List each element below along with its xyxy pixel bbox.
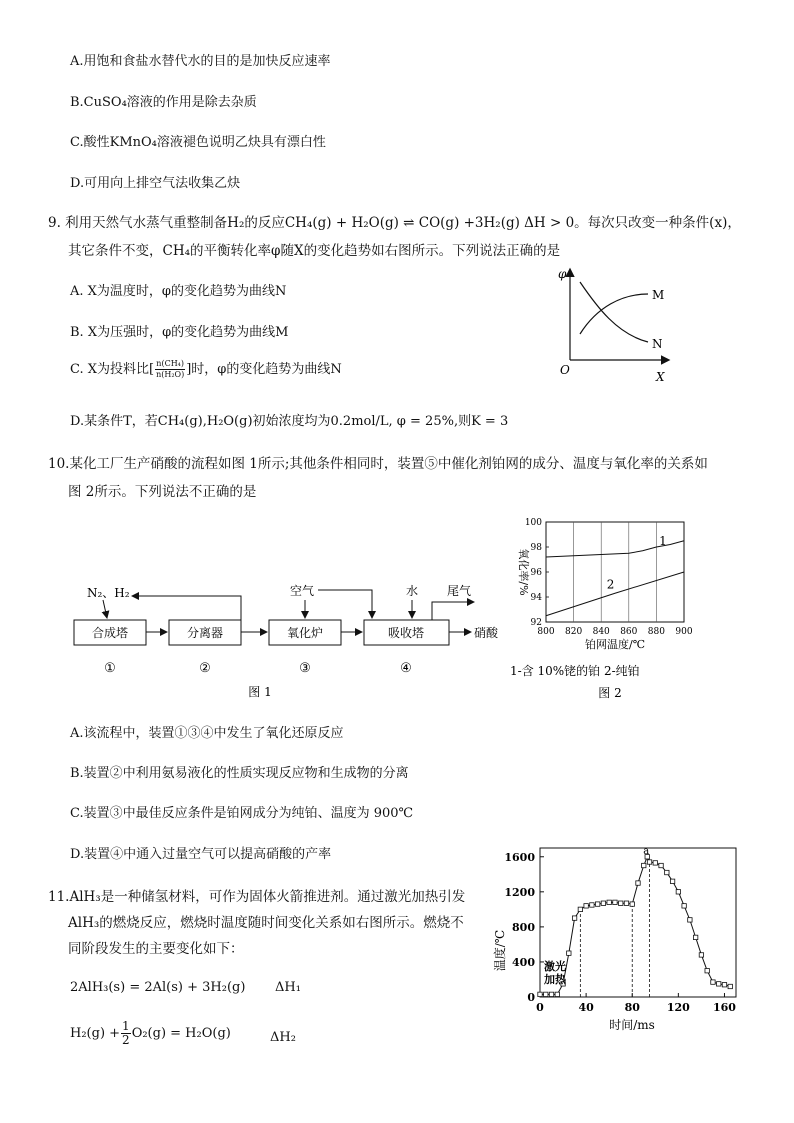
chart1-y-tick: 98 (530, 543, 542, 553)
flow-number-4: ④ (400, 661, 412, 676)
flow-water-label: 水 (406, 584, 419, 598)
q9-curve-n (580, 282, 648, 342)
chart2-point (607, 900, 611, 904)
chart1-series1-label: 1 (659, 534, 667, 548)
q9-option-b: B. X为压强时，φ的变化趋势为曲线M (70, 325, 289, 340)
q10-option-d: D.装置④中通入过量空气可以提高硝酸的产率 (70, 847, 332, 862)
chart2-point (630, 902, 634, 906)
chart1-legend: 1-含 10%铑的铂 2-纯铂 (510, 664, 640, 678)
chart2-point (567, 951, 571, 955)
chart1-y-tick: 92 (530, 618, 542, 628)
chart2-point (538, 992, 542, 996)
q10-stem-line2: 图 2所示。下列说法不正确的是 (68, 484, 257, 500)
flow-number-3: ③ (299, 661, 311, 676)
flow-box-3-label: 氧化炉 (286, 626, 324, 640)
chart2-point (711, 980, 715, 984)
chart1-x-tick: 820 (565, 627, 583, 637)
chart2-point (670, 879, 674, 883)
chart2-y-tick: 0 (527, 991, 535, 1004)
chart2-point (693, 935, 697, 939)
q11-stem-line2: AlH₃的燃烧反应，燃烧时温度随时间变化关系如右图所示。燃烧不 (68, 915, 464, 931)
chart1-series2-label: 2 (606, 577, 615, 592)
q9-curve-m-label: M (652, 288, 665, 302)
q8-option-b: B.CuSO₄溶液的作用是除去杂质 (70, 95, 257, 110)
chart2-point (601, 901, 605, 905)
q11-equation-2-dh: ΔH₂ (270, 1030, 296, 1045)
q10-option-a: A.该流程中，装置①③④中发生了氧化还原反应 (70, 726, 344, 741)
flow-number-1: ① (104, 661, 116, 676)
chart2-point (584, 904, 588, 908)
q10-option-c: C.装置③中最佳反应条件是铂网成分为纯铂、温度为 900℃ (70, 806, 414, 821)
chart1-xlabel: 铂网温度/℃ (584, 638, 646, 651)
q8-option-a: A.用饱和食盐水替代水的目的是加快反应速率 (70, 54, 331, 69)
chart2-point (572, 916, 576, 920)
chart1-ylabel: 氧化率/% (517, 548, 530, 596)
chart1-x-tick: 860 (620, 627, 638, 637)
q11-equation-1-dh: ΔH₁ (275, 980, 301, 995)
chart2-series-line (540, 857, 730, 995)
q11-equation-2-post: O₂(g) = H₂O(g) (131, 1026, 231, 1041)
chart2-point (544, 992, 548, 996)
chart2-point (642, 863, 646, 867)
q9-option-c-post: ]时，φ的变化趋势为曲线N (186, 362, 342, 377)
chart2-point (636, 881, 640, 885)
chart1-series-2 (546, 572, 684, 616)
q9-graph (552, 262, 692, 387)
q9-ylabel: φ (558, 267, 567, 281)
q10-oxidation-chart (498, 512, 708, 702)
chart2-x-tick: 40 (578, 1001, 594, 1014)
q10-stem-line1: 10.某化工厂生产硝酸的流程如图 1所示;其他条件相同时，装置⑤中催化剂铂网的成分、温度与氧化率的关系如 (48, 456, 708, 472)
q8-option-c: C.酸性KMnO₄溶液褪色说明乙炔具有漂白性 (70, 135, 326, 150)
q8-option-d: D.可用向上排空气法收集乙炔 (70, 176, 241, 191)
q10-flow-diagram (60, 578, 520, 703)
chart2-xlabel: 时间/ms (609, 1018, 655, 1032)
q9-option-c-pre: C. X为投料比[ (70, 362, 155, 377)
flow-tail-gas-arrow (432, 602, 474, 620)
flow-box-2-label: 分离器 (186, 626, 224, 640)
chart1-y-tick: 94 (530, 593, 542, 603)
q9-ratio-fraction (155, 359, 185, 380)
q9-option-d: D.某条件T，若CH₄(g),H₂O(g)初始浓度均为0.2mol/L, φ = 25%,则K = 3 (70, 414, 509, 429)
q11-temperature-chart (492, 842, 748, 1042)
chart2-point (728, 984, 732, 988)
chart1-x-tick: 900 (675, 627, 693, 637)
chart1-x-tick: 800 (537, 627, 555, 637)
chart2-point (653, 861, 657, 865)
flow-input-arrow (103, 600, 107, 618)
chart2-annotation-line2: 加热 (544, 973, 566, 986)
q9-curve-m (580, 294, 648, 334)
flow-number-2: ② (199, 661, 211, 676)
chart2-point (590, 903, 594, 907)
q9-curve-n-label: N (652, 337, 663, 351)
chart2-x-tick: 80 (624, 1001, 640, 1014)
chart2-point (722, 983, 726, 987)
chart1-x-tick: 880 (647, 627, 665, 637)
q11-stem-line1: 11.AlH₃是一种储氢材料，可作为固体火箭推进剂。通过激光加热引发 (48, 889, 466, 905)
q10-option-b: B.装置②中利用氨易液化的性质实现反应物和生成物的分离 (70, 766, 409, 781)
q9-stem-line1: 9. 利用天然气水蒸气重整制备H₂的反应CH₄(g) + H₂O(g) ⇌ CO(g) +3H₂(g) ΔH > 0。每次只改变一种条件(x)， (48, 215, 741, 231)
q9-stem-line2: 其它条件不变，CH₄的平衡转化率φ随X的变化趋势如右图所示。下列说法正确的是 (68, 243, 561, 259)
chart2-point (717, 982, 721, 986)
chart2-point (613, 900, 617, 904)
chart1-caption: 图 2 (598, 686, 622, 700)
chart2-y-tick: 1200 (504, 885, 535, 899)
chart2-frame (540, 845, 736, 997)
flow-box-4-label: 吸收塔 (387, 626, 425, 640)
q11-stem-line3: 同阶段发生的主要变化如下： (68, 941, 244, 957)
q11-equation-2-pre: H₂(g) + (70, 1026, 121, 1041)
chart2-point (619, 901, 623, 905)
q11-half-denominator: 2 (122, 1033, 130, 1047)
q9-option-c (70, 358, 342, 380)
q11-half-numerator: 1 (122, 1019, 130, 1033)
chart1-y-tick: 96 (530, 568, 542, 578)
flow-air-branch-arrow (318, 590, 372, 618)
chart2-point (647, 860, 651, 864)
chart2-annotation-line1: 激光 (544, 960, 566, 973)
chart2-point (676, 890, 680, 894)
flow-product-label: 硝酸 (474, 626, 499, 640)
chart1-y-tick: 100 (524, 518, 542, 528)
flow-inputs-label: N₂、H₂ (87, 586, 130, 600)
q11-equation-1: 2AlH₃(s) = 2Al(s) + 3H₂(g) (70, 980, 246, 995)
q9-origin-label: O (560, 363, 570, 377)
chart2-point (549, 992, 553, 996)
q11-equation-2 (70, 1020, 231, 1047)
flow-box-1-label: 合成塔 (91, 626, 129, 640)
q9-ratio-denominator: n(H₂O) (156, 370, 185, 379)
chart2-peak-label: a (643, 845, 650, 857)
chart2-y-tick: 1600 (504, 850, 535, 864)
chart2-point (705, 969, 709, 973)
chart1-x-tick: 840 (592, 627, 610, 637)
chart2-point (699, 953, 703, 957)
chart2-point (555, 992, 559, 996)
chart2-point (688, 918, 692, 922)
q9-xlabel: X (656, 370, 665, 384)
chart2-point (578, 907, 582, 911)
chart2-x-tick: 0 (536, 1001, 544, 1014)
chart2-point (665, 870, 669, 874)
chart2-point (595, 902, 599, 906)
chart2-y-tick: 400 (512, 955, 535, 969)
chart2-ylabel: 温度/℃ (493, 929, 507, 972)
chart2-x-tick: 120 (666, 1001, 690, 1014)
chart2-point (682, 904, 686, 908)
chart2-y-tick: 800 (512, 920, 535, 934)
q9-ratio-numerator: n(CH₄) (156, 359, 184, 368)
q9-option-a: A. X为温度时，φ的变化趋势为曲线N (70, 284, 287, 299)
chart2-point (624, 901, 628, 905)
flow-recycle-arrow (132, 596, 241, 622)
flow-air-label: 空气 (290, 584, 315, 598)
chart2-x-tick: 160 (712, 1001, 736, 1014)
chart2-point (659, 863, 663, 867)
flow-tail-gas-label: 尾气 (447, 584, 472, 598)
flow-caption: 图 1 (248, 685, 272, 699)
q11-half-fraction (121, 1020, 131, 1047)
